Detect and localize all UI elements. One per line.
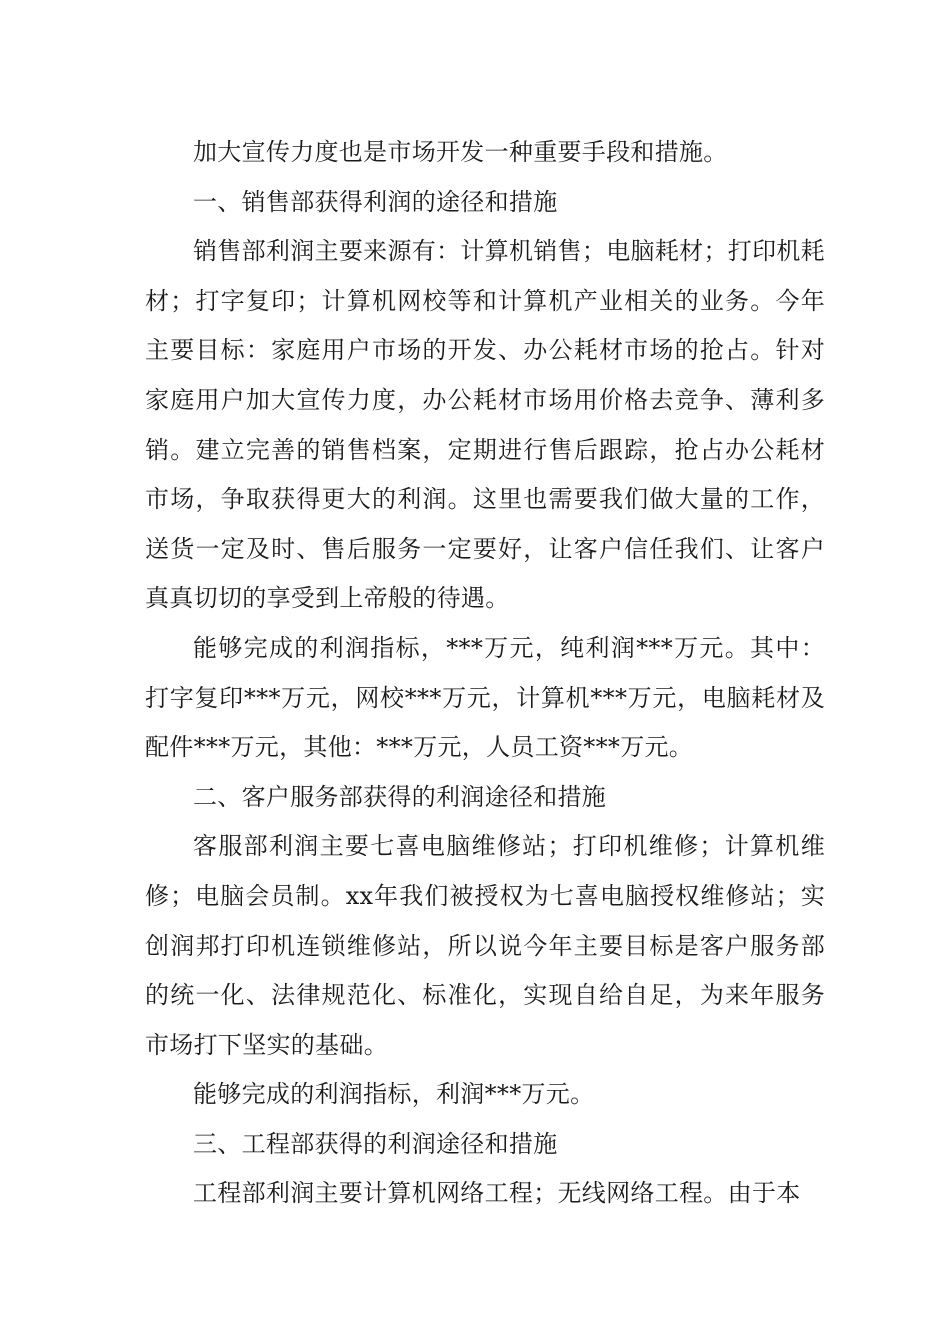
paragraph-engineering-profit: 工程部利润主要计算机网络工程；无线网络工程。由于本 (193, 1179, 801, 1208)
heading-engineering: 三、工程部获得的利润途径和措施 (193, 1129, 558, 1158)
paragraph-customer-service-targets: 能够完成的利润指标，利润***万元。 (193, 1080, 595, 1109)
paragraph-publicity: 加大宣传力度也是市场开发一种重要手段和措施。 (193, 138, 728, 166)
document-body (145, 128, 825, 1219)
heading-customer-service: 二、客户服务部获得的利润途径和措施 (193, 782, 607, 811)
paragraph-sales-targets: 能够完成的利润指标，***万元，纯利润***万元。其中：打字复印***万元，网校***万元，计算机***万元，电脑耗材及配件***万元，其他：***万元，人员工资***万元。 (145, 633, 825, 762)
paragraph-sales-profit: 销售部利润主要来源有：计算机销售；电脑耗材；打印机耗材；打字复印；计算机网校等和计算机产业相关的业务。今年主要目标：家庭用户市场的开发、办公耗材市场的抢占。针对家庭用户加大宣传力度，办公耗材市场用价格去竞争、薄利多销。建立完善的销售档案，定期进行售后跟踪，抢占办公耗材市场，争取获得更大的利润。这里也需要我们做大量的工作，送货一定及时、售后服务一定要好，让客户信任我们、让客户真真切切的享受到上帝般的待遇。 (145, 237, 825, 613)
heading-sales-department: 一、销售部获得利润的途径和措施 (193, 187, 558, 216)
paragraph-customer-service-profit: 客服部利润主要七喜电脑维修站；打印机维修；计算机维修；电脑会员制。xx年我们被授权为七喜电脑授权维修站；实创润邦打印机连锁维修站，所以说今年主要目标是客户服务部的统一化、法律规范化、标准化，实现自给自足，为来年服务市场打下坚实的基础。 (145, 832, 825, 1059)
